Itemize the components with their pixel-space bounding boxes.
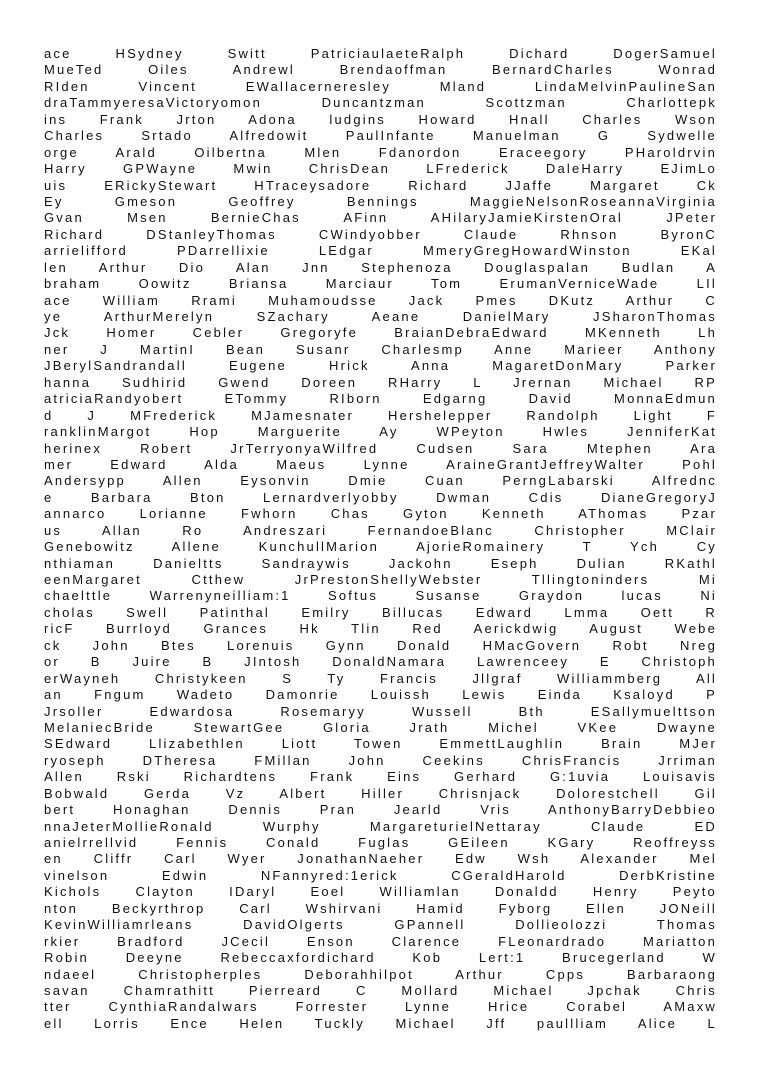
- text-line: Allen Rski Richardtens Frank Eins Gerhard G:1uvia Louisavis: [44, 769, 717, 785]
- text-line: ace William Rrami Muhamoudsse Jack Pmes DKutz Arthur C: [44, 292, 717, 308]
- text-line: vinelson Edwin NFannyred:1erick CGeraldHarold DerbKristine: [44, 867, 717, 883]
- text-line: d J MFrederick MJamesnater Hershelepper Randolph Light F: [44, 407, 717, 423]
- text-line: orge Arald Oilbertna Mlen Fdanordon Eraceegory PHaroldrvin: [44, 144, 717, 160]
- text-line: KevinWilliamrleans DavidOlgerts GPannell Dollieolozzi Thomas: [44, 917, 717, 933]
- text-line: or B Juire B JIntosh DonaldNamara Lawrenceey E Christoph: [44, 654, 717, 670]
- text-line: e Barbara Bton Lernardverlyobby Dwman Cdis DianeGregoryJ: [44, 489, 717, 505]
- text-line: Richard DStanleyThomas CWindyobber Claude Rhnson ByronC: [44, 226, 717, 242]
- text-line: ins Frank Jrton Adona ludgins Howard Hnall Charles Wson: [44, 111, 717, 127]
- text-line: annarco Lorianne Fwhorn Chas Gyton Kenneth AThomas Pzar: [44, 506, 717, 522]
- text-line: tter CynthiaRandalwars Forrester Lynne Hrice Corabel AMaxw: [44, 999, 717, 1015]
- text-line: ner J MartinI Bean Susanr Charlesmp Anne Marieer Anthony: [44, 341, 717, 357]
- text-line: nthiaman Danieltts Sandraywis Jackohn Eseph Dulian RKathl: [44, 555, 717, 571]
- text-line: rkier Bradford JCecil Enson Clarence FLeonardrado Mariatton: [44, 933, 717, 949]
- text-line: us Allan Ro Andreszari FernandoeBlanc Christopher MClair: [44, 522, 717, 538]
- text-line: Robin Deeyne Rebeccaxfordichard Kob Lert:1 Brucegerland W: [44, 950, 717, 966]
- text-line: SEdward Llizabethlen Liott Towen EmmettLaughlin Brain MJer: [44, 736, 717, 752]
- text-line: ranklinMargot Hop Marguerite Ay WPeyton Hwles JenniferKat: [44, 424, 717, 440]
- text-line: savan Chamrathitt Pierreard C Mollard Michael Jpchak Chris: [44, 982, 717, 998]
- text-line: bert Honaghan Dennis Pran Jearld Vris AnthonyBarryDebbieo: [44, 802, 717, 818]
- text-line: ricF Burrloyd Grances Hk Tlin Red Aerickdwig August Webe: [44, 621, 717, 637]
- text-line: arrielifford PDarrellixie LEdgar MmeryGregHowardWinston EKal: [44, 243, 717, 259]
- text-line: ace HSydney Switt PatriciaulaeteRalph Dichard DogerSamuel: [44, 46, 717, 61]
- text-line: mer Edward Alda Maeus Lynne AraineGrantJeffreyWalter Pohl: [44, 456, 717, 472]
- text-line: chaelttle Warrenyneilliam:1 Softus Susanse Graydon lucas Ni: [44, 588, 717, 604]
- text-line: cholas Swell Patinthal Emilry Billucas Edward Lmma Oett R: [44, 604, 717, 620]
- text-line: erWayneh Christykeen S Ty Francis Jllgraf Williammberg All: [44, 670, 717, 686]
- text-line: Harry GPWayne Mwin ChrisDean LFrederick DaleHarry EJimLo: [44, 161, 717, 177]
- text-line: Kichols Clayton IDaryl Eoel Williamlan Donaldd Henry Peyto: [44, 884, 717, 900]
- text-page: [44, 46, 717, 1032]
- text-line: ryoseph DTheresa FMillan John Ceekins ChrisFrancis Jrriman: [44, 752, 717, 768]
- text-line: Jrsoller Edwardosa Rosemaryy Wussell Bth ESallymuelttson: [44, 703, 717, 719]
- text-line: ye ArthurMerelyn SZachary Aeane DanielMary JSharonThomas: [44, 309, 717, 324]
- text-line: nnaJeterMollieRonald Wurphy MargareturielNettaray Claude ED: [44, 818, 717, 834]
- text-line: Charles Srtado Alfredowit PaulInfante Manuelman G Sydwelle: [44, 128, 717, 144]
- text-line: Ey Gmeson Geoffrey Bennings MaggieNelsonRoseannaVirginia: [44, 193, 717, 209]
- text-line: JBerylSandrandall Eugene Hrick Anna MagaretDonMary Parker: [44, 358, 717, 374]
- text-line: eenMargaret Ctthew JrPrestonShellyWebster Tllingtoninders Mi: [44, 572, 717, 587]
- text-line: Gvan Msen BernieChas AFinn AHilaryJamieKirstenOral JPeter: [44, 210, 717, 226]
- text-line: len Arthur Dio Alan Jnn Stephenoza Douglaspalan Budlan A: [44, 259, 717, 275]
- text-line: braham Oowitz Briansa Marciaur Tom ErumanVerniceWade LIl: [44, 276, 717, 292]
- text-line: Bobwald Gerda Vz Albert Hiller Chrisnjack Dolorestchell Gil: [44, 785, 717, 801]
- text-line: MelaniecBride StewartGee Gloria Jrath Michel VKee Dwayne: [44, 719, 717, 735]
- text-line: uis ERickyStewart HTraceysadore Richard JJaffe Margaret Ck: [44, 177, 717, 193]
- text-line: Jck Homer Cebler Gregoryfe BraianDebraEdward MKenneth Lh: [44, 325, 717, 341]
- text-line: an Fngum Wadeto Damonrie Louissh Lewis Einda Ksaloyd P: [44, 687, 717, 703]
- text-line: RIden Vincent EWallacerneresley Mland LindaMelvinPaulineSan: [44, 78, 717, 94]
- text-line: MueTed Oiles Andrewl Brendaoffman BernardCharles Wonrad: [44, 62, 717, 78]
- text-line: herinex Robert JrTerryonyaWilfred Cudsen Sara Mtephen Ara: [44, 440, 717, 456]
- text-line: ell Lorris Ence Helen Tuckly Michael Jff paullliam Alice L: [44, 1015, 717, 1031]
- text-line: ndaeel Christopherples Deborahhilpot Arthur Cpps Barbaraong: [44, 966, 717, 982]
- text-line: atriciaRandyobert ETommy RIborn Edgarng David MonnaEdmun: [44, 391, 717, 407]
- text-line: nton Beckyrthrop Carl Wshirvani Hamid Fyborg Ellen JONeill: [44, 900, 717, 916]
- text-line: Genebowitz Allene KunchullMarion AjorieRomainery T Ych Cy: [44, 539, 717, 555]
- text-line: Andersypp Allen Eysonvin Dmie Cuan PerngLabarski Alfrednc: [44, 473, 717, 489]
- text-line: hanna Sudhirid Gwend Doreen RHarry L Jrernan Michael RP: [44, 374, 717, 390]
- text-line: ck John Btes Lorenuis Gynn Donald HMacGovern Robt Nreg: [44, 637, 717, 653]
- text-line: anielrrellvid Fennis Conald Fuglas GEileen KGary Reoffreyss: [44, 835, 717, 850]
- text-line: en Cliffr Carl Wyer JonathanNaeher Edw Wsh Alexander Mel: [44, 851, 717, 867]
- text-line: draTammyeresaVictoryomon Duncantzman Scottzman Charlottepk: [44, 95, 717, 111]
